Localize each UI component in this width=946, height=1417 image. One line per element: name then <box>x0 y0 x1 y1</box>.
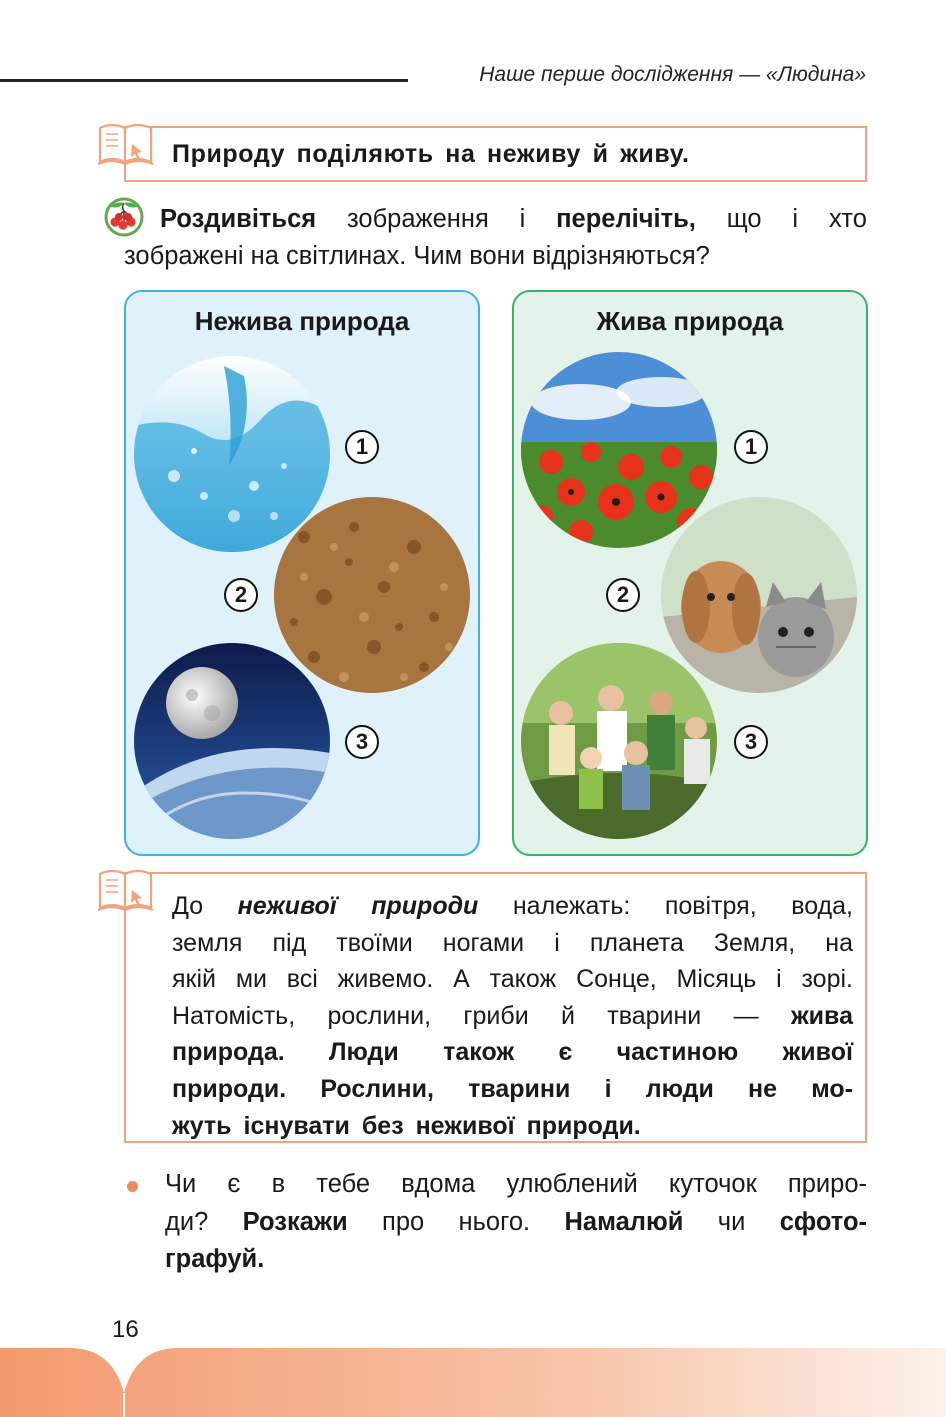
rule-box <box>124 126 867 182</box>
question-text: Чи є в тебе вдома улюблений куточок приро- ди? Розкажи про нього. Намалюй чи сфото- графуй. <box>165 1170 868 1273</box>
open-book-icon <box>96 118 156 168</box>
water-photo <box>134 356 330 552</box>
nonliving-number-3: 3 <box>345 725 379 759</box>
living-number-2: 2 <box>606 578 640 612</box>
task-verb-list: перелічіть, <box>556 205 696 233</box>
moon-earth-photo <box>134 643 330 839</box>
living-panel-title: Жива природа <box>596 306 784 336</box>
nonliving-number-2: 2 <box>224 578 258 612</box>
rabbit-kitten-photo <box>661 497 857 693</box>
info-text: До неживої природи належать: повітря, вода, земля під твоїми ногами і планета Земля, на якій ми всі живемо. А також Сонце, Місяць і зорі. Натомість, рослини, гриби й тварини — жива природа. Люди також є частиною живої природи. Рослини, тварини і люди не мо- жуть існувати без неживої природи. <box>172 892 853 1140</box>
running-title: Наше перше дослідження — «Людина» <box>479 63 866 86</box>
info-box <box>124 872 867 1143</box>
header-rule-line <box>0 79 408 82</box>
term-nonliving-nature: неживої природи <box>237 892 479 920</box>
open-book-icon <box>96 864 156 914</box>
task-line-2: зображені на світлинах. Чим вони відрізняються? <box>124 242 710 270</box>
nonliving-number-1: 1 <box>345 430 379 464</box>
footer-decoration <box>0 1338 946 1417</box>
page-number: 16 <box>112 1316 139 1343</box>
task-instruction: Роздивіться зображення і перелічіть, що і хто зображені на світлинах. Чим вони відрізняються? <box>124 201 867 275</box>
poppies-photo <box>521 352 717 548</box>
nonliving-panel-title: Нежива природа <box>194 306 410 336</box>
task-verb-look: Роздивіться <box>160 205 317 233</box>
living-number-1: 1 <box>734 430 768 464</box>
rule-text: Природу поділяють на неживу й живу. <box>172 140 690 168</box>
bullet-dot <box>127 1181 138 1192</box>
soil-photo <box>274 497 470 693</box>
people-photo <box>521 643 717 839</box>
living-number-3: 3 <box>734 725 768 759</box>
